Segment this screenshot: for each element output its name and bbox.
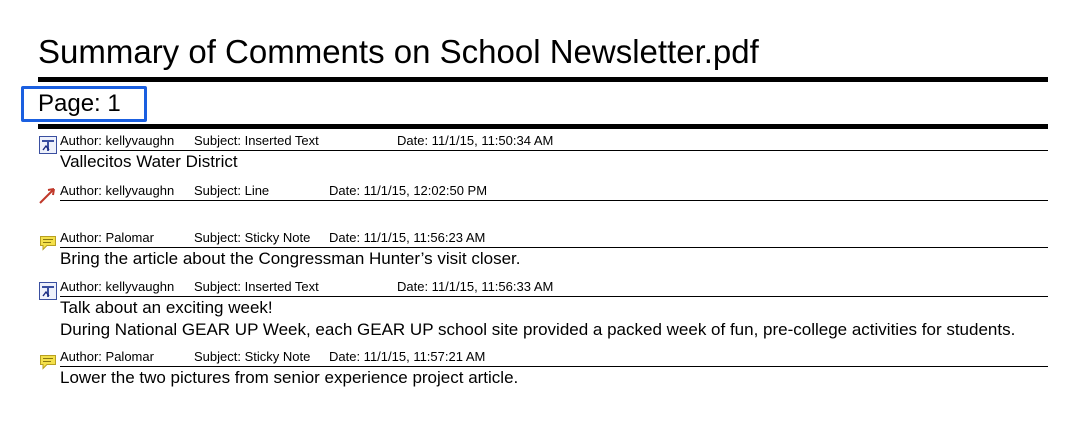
comment-subject: Subject: Inserted Text xyxy=(194,133,319,148)
comment-text-line: Talk about an exciting week! xyxy=(60,298,273,317)
comment-date: Date: 11/1/15, 11:57:21 AM xyxy=(329,349,486,364)
comment-author: Author: kellyvaughn xyxy=(60,183,175,198)
comment-subject: Subject: Inserted Text xyxy=(194,279,319,294)
comment-text: Bring the article about the Congressman Hunter’s visit closer. xyxy=(60,249,521,268)
document-title: Summary of Comments on School Newsletter.pdf xyxy=(38,33,759,70)
line-arrow-icon xyxy=(39,186,57,204)
sticky-note-icon xyxy=(39,234,57,252)
comment-subject: Subject: Line xyxy=(194,183,270,198)
comment-divider xyxy=(60,200,1048,201)
comment-author: Author: kellyvaughn xyxy=(60,133,175,148)
page-rule xyxy=(38,124,1048,129)
comment-date: Date: 11/1/15, 11:56:23 AM xyxy=(329,230,486,245)
comment-author: Author: Palomar xyxy=(60,349,154,364)
comment-text xyxy=(60,297,1015,341)
inserted-text-icon xyxy=(39,136,57,154)
comment-date: Date: 11/1/15, 11:50:34 AM xyxy=(397,133,554,148)
comment-author: Author: kellyvaughn xyxy=(60,279,175,294)
comment-date: Date: 11/1/15, 12:02:50 PM xyxy=(329,183,488,198)
comment-text: Lower the two pictures from senior experience project article. xyxy=(60,368,519,387)
comment-subject: Subject: Sticky Note xyxy=(194,349,311,364)
page-heading: Page: 1 xyxy=(38,90,121,117)
comment-author: Author: Palomar xyxy=(60,230,154,245)
comment-text-line: During National GEAR UP Week, each GEAR UP school site provided a packed week of fun, pre-college activities for students. xyxy=(60,320,1016,339)
comment-date: Date: 11/1/15, 11:56:33 AM xyxy=(397,279,554,294)
comment-text: Vallecitos Water District xyxy=(60,152,238,171)
title-rule xyxy=(38,77,1048,82)
comment-subject: Subject: Sticky Note xyxy=(194,230,311,245)
sticky-note-icon xyxy=(39,353,57,371)
inserted-text-icon xyxy=(39,282,57,300)
page-highlight-box xyxy=(21,86,147,122)
